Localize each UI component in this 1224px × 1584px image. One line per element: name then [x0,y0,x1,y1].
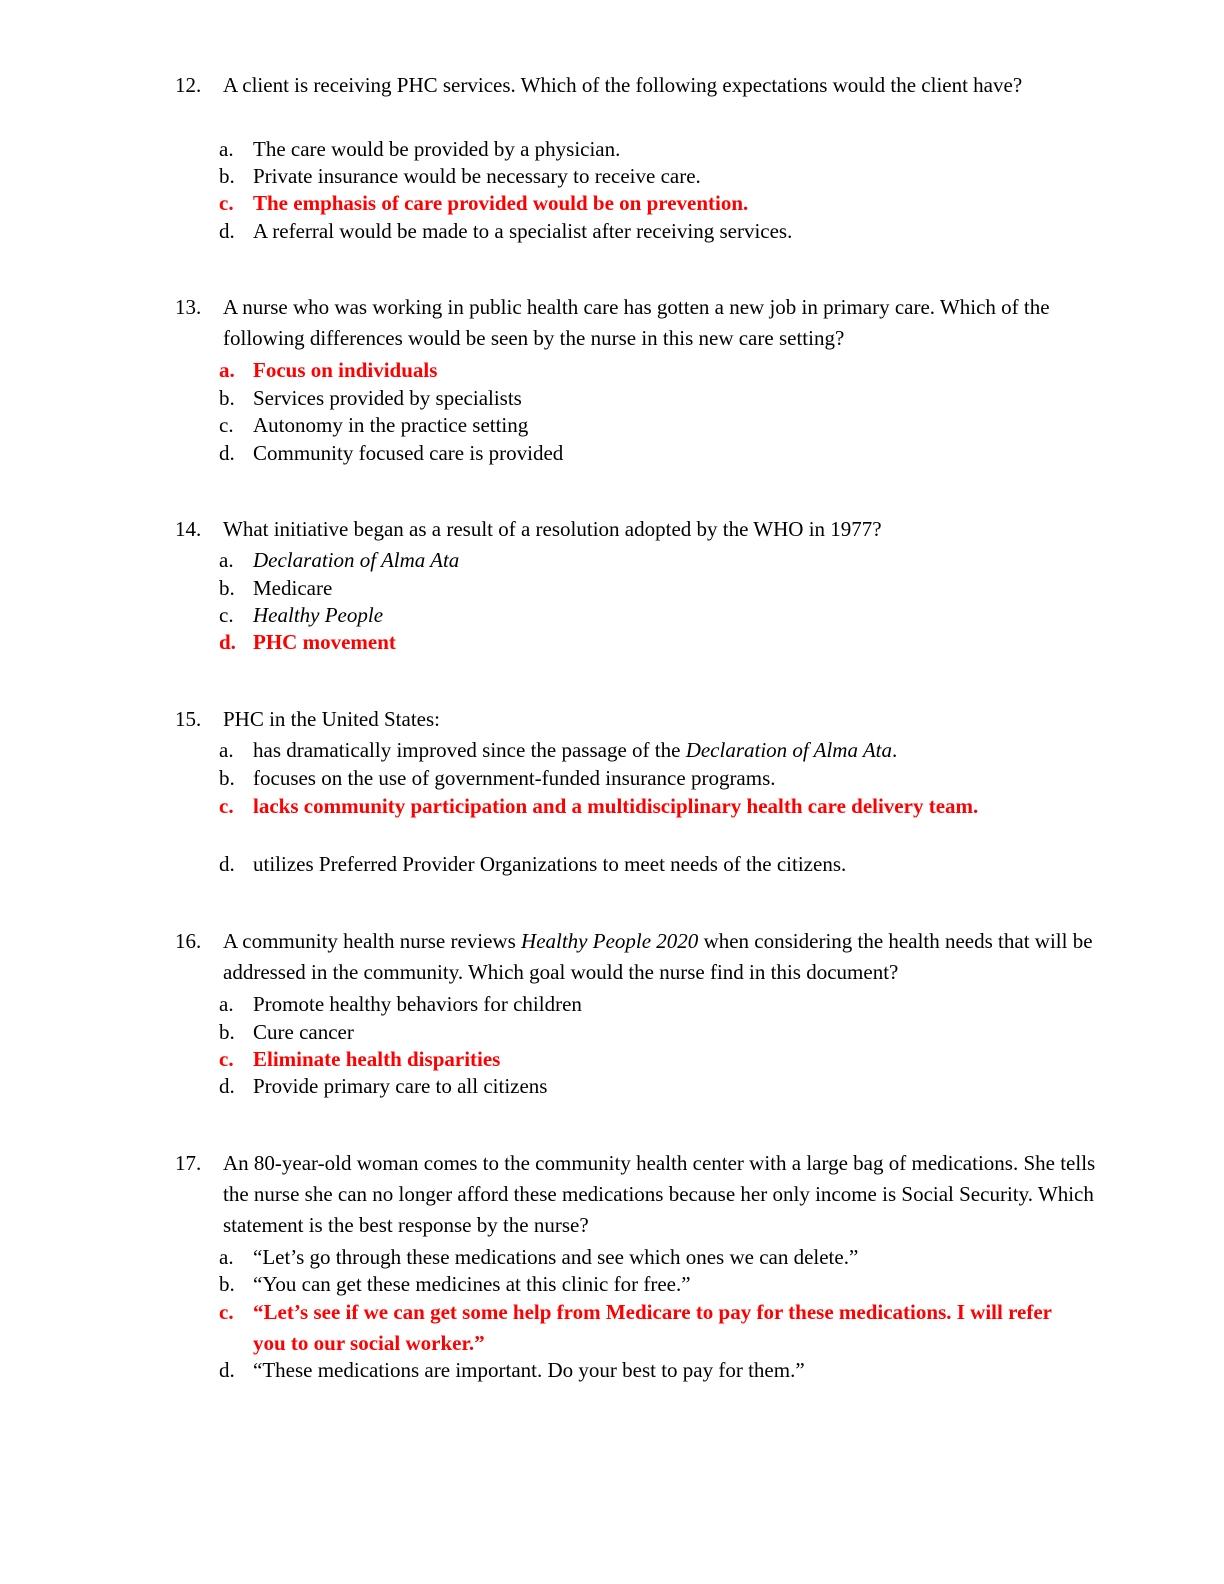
option-letter: d. [219,852,235,876]
option-text: lacks community participation and a multidisciplinary health care delivery team. [253,794,979,818]
option-letter: a. [219,1245,234,1269]
question-text-part: when considering the health needs that will be addressed in the community. Which goal would the nurse find in this document? [223,929,1093,984]
option-letter: c. [219,794,234,818]
option-text: PHC movement [253,630,396,654]
option-text: “Let’s go through these medications and see which ones we can delete.” [253,1245,859,1269]
option-letter: b. [219,164,235,188]
option-letter: c. [219,191,234,215]
question-number: 14. [175,517,202,541]
option-text: Private insurance would be necessary to receive care. [253,164,701,188]
option-text: Focus on individuals [253,358,438,382]
question-text: A nurse who was working in public health care has gotten a new job in primary care. Which of the following differences would be seen by the nurse in this new care setting? [223,295,1050,350]
option-text: A referral would be made to a specialist after receiving services. [253,219,793,243]
question-number: 15. [175,707,202,731]
option-letter: a. [219,137,234,161]
question-text: A client is receiving PHC services. Which of the following expectations would the client have? [223,73,1023,97]
option-text: Services provided by specialists [253,386,522,410]
question-number: 16. [175,929,202,953]
option-text: “These medications are important. Do your best to pay for them.” [253,1358,805,1382]
option-text: utilizes Preferred Provider Organizations to meet needs of the citizens. [253,852,847,876]
option-letter: d. [219,441,235,465]
option-text: Cure cancer [253,1020,354,1044]
option-letter: a. [219,358,235,382]
option-letter: d. [219,1358,235,1382]
option-text: “You can get these medicines at this clinic for free.” [253,1272,691,1296]
option-letter: c. [219,603,234,627]
question-text: What initiative began as a result of a resolution adopted by the WHO in 1977? [223,517,882,541]
option-letter: a. [219,548,234,572]
option-letter: c. [219,1047,234,1071]
option-letter: b. [219,1020,235,1044]
option-text: “Let’s see if we can get some help from Medicare to pay for these medications. I will refer you to our social worker.” [253,1300,1052,1355]
option-letter: a. [219,738,234,762]
option-letter: c. [219,1300,234,1324]
option-text: The emphasis of care provided would be on prevention. [253,191,749,215]
option-text: Community focused care is provided [253,441,564,465]
option-text: Healthy People [253,603,384,627]
option-letter: b. [219,1272,235,1296]
option-letter: d. [219,630,236,654]
option-letter: b. [219,386,235,410]
option-text: Autonomy in the practice setting [253,413,529,437]
option-text: Provide primary care to all citizens [253,1074,548,1098]
option-text: Declaration of Alma Ata [253,548,460,572]
option-text: Promote healthy behaviors for children [253,992,582,1016]
option-text: Medicare [253,576,333,600]
option-text: focuses on the use of government-funded insurance programs. [253,766,776,790]
option-letter: a. [219,992,234,1016]
option-letter: b. [219,576,235,600]
question-text [223,926,1113,988]
option-text-italic: Declaration of Alma Ata [685,738,892,762]
option-letter: d. [219,1074,235,1098]
question-text: An 80-year-old woman comes to the community health center with a large bag of medications. She tells the nurse she can no longer afford these medications because her only income is Social Security. Which statement is the best response by the nurse? [223,1151,1096,1237]
option-text: Eliminate health disparities [253,1047,501,1071]
question-number: 13. [175,295,202,319]
option-letter: d. [219,219,235,243]
option-text-part: has dramatically improved since the passage of the [253,738,686,762]
option-letter: c. [219,413,234,437]
option-text [253,735,1053,766]
option-letter: b. [219,766,235,790]
question-text: PHC in the United States: [223,707,440,731]
option-text-part: . [892,738,898,762]
option-text: The care would be provided by a physician. [253,137,621,161]
question-number: 12. [175,73,202,97]
question-text-part: A community health nurse reviews [223,929,522,953]
question-number: 17. [175,1151,202,1175]
question-text-italic: Healthy People 2020 [521,929,699,953]
